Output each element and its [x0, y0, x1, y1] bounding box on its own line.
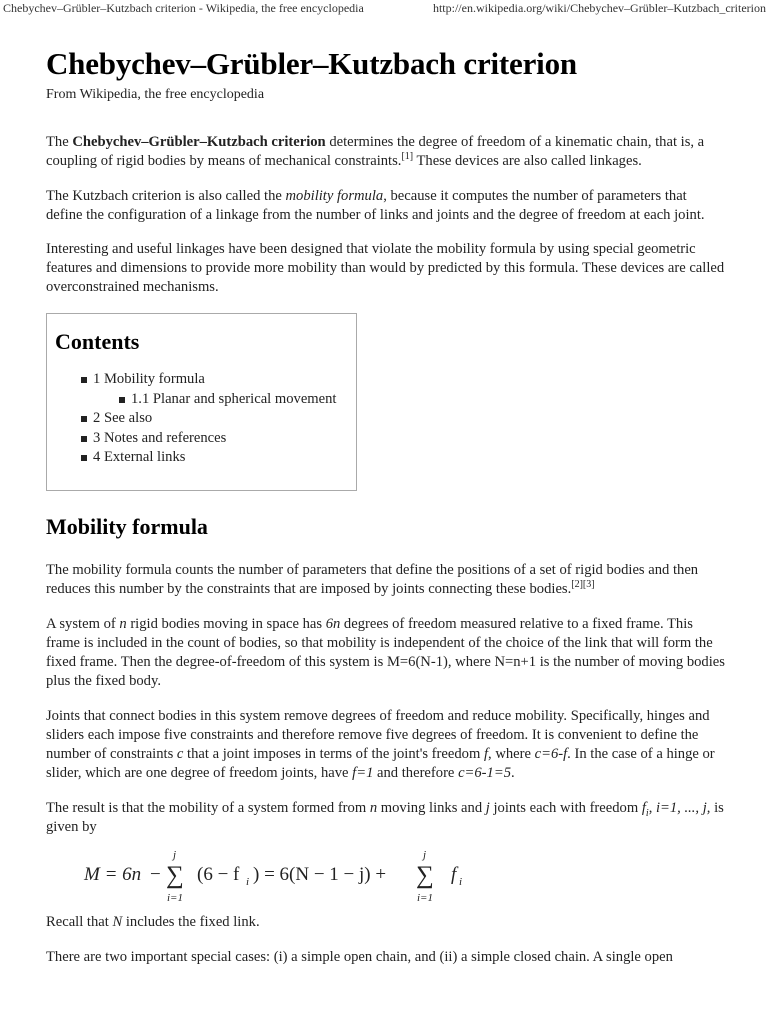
- sum2-lower: i=1: [417, 891, 433, 904]
- formula-minus: −: [150, 863, 161, 885]
- intro-paragraph-1: The Chebychev–Grübler–Kutzbach criterion determines the degree of freedom of a kinematic chain, that is, a coupling of rigid bodies by means of mechanical constraints.[1] These devices are also called linkages.: [46, 134, 705, 169]
- bold-term: Chebychev–Grübler–Kutzbach criterion: [72, 134, 326, 150]
- toc-item-external-links[interactable]: 4 External links: [55, 448, 356, 468]
- intro-paragraph-3: Interesting and useful linkages have been designed that violate the mobility formula by using special geometric features and dimensions to provide more mobility than would by predicted by this formula. These devices are called overconstrained mechanisms.: [46, 241, 725, 295]
- toc-title: Contents: [55, 329, 140, 354]
- mobility-paragraph-4: The result is that the mobility of a system formed from n moving links and j joints each with freedom $f_i$, i=1, ..., j, is given by: [46, 799, 724, 835]
- toc-item-see-also[interactable]: 2 See also: [55, 409, 356, 429]
- sum2-upper: j: [423, 848, 427, 861]
- toc-item-mobility-formula[interactable]: 1 Mobility formula: [55, 370, 356, 390]
- sum1-upper: j: [173, 848, 177, 861]
- term1-subscript: i: [246, 875, 250, 888]
- page-title: Chebychev–Grübler–Kutzbach criterion: [46, 46, 577, 81]
- formula-lhs: M = 6n: [84, 863, 142, 885]
- bullet-icon: [81, 377, 87, 383]
- mobility-formula-equation: [46, 846, 726, 906]
- formula-svg: [80, 846, 500, 906]
- reference-link-1[interactable]: [1]: [401, 151, 414, 162]
- reference-link-2-3[interactable]: [2][3]: [571, 578, 595, 590]
- page-subtitle: From Wikipedia, the free encyclopedia: [46, 87, 265, 102]
- browser-header: [0, 0, 768, 22]
- section-heading-mobility-formula: Mobility formula: [46, 513, 208, 539]
- formula-term1-close: ) = 6(N − 1 − j) +: [253, 863, 387, 885]
- browser-url[interactable]: http://en.wikipedia.org/wiki/Chebychev–Grübler–Kutzbach_criterion: [432, 1, 766, 15]
- browser-page-title: Chebychev–Grübler–Kutzbach criterion - Wikipedia, the free encyclopedia: [3, 1, 364, 15]
- article-content: [46, 44, 726, 967]
- table-of-contents: [46, 313, 357, 491]
- bullet-icon: [81, 455, 87, 461]
- bullet-icon: [119, 397, 125, 403]
- toc-list: [55, 370, 356, 468]
- bullet-icon: [81, 436, 87, 442]
- formula-term1: (6 − f: [197, 863, 240, 885]
- sigma-1: ∑: [166, 861, 184, 889]
- fi-subscript: i: [459, 875, 463, 888]
- mobility-paragraph-1: The mobility formula counts the number of parameters that define the positions of a set of rigid bodies and then reduces this number by the constraints that are imposed by joints connecting these bodies.[2][3]: [46, 561, 699, 597]
- toc-item-planar-spherical[interactable]: 1.1 Planar and spherical movement: [55, 390, 356, 410]
- sigma-2: ∑: [416, 861, 434, 889]
- toc-item-notes-references[interactable]: 3 Notes and references: [55, 429, 356, 449]
- mobility-paragraph-2: A system of n rigid bodies moving in space has 6n degrees of freedom measured relative to a fixed frame. This frame is included in the count of bodies, so that mobility is independent of the choice of the link that will form the fixed frame. Then the degree-of-freedom of this system is M=6(N-1), where N=n+1 is the number of moving bodies plus the fixed body.: [46, 615, 725, 689]
- mobility-paragraph-3: Joints that connect bodies in this system remove degrees of freedom and reduce mobility. Specifically, hinges and sliders each impose five constraints and therefore remove five degrees of freedom. It is convenient to define the number of constraints c that a joint imposes in terms of the joint's freedom f, where c=6-f. In the case of a hinge or slider, which are one degree of freedom joints, have f=1 and therefore c=6-1=5.: [46, 707, 715, 781]
- intro-paragraph-2: The Kutzbach criterion is also called the mobility formula, because it computes the number of parameters that define the configuration of a linkage from the number of links and joints and the degree of freedom at each joint.: [46, 188, 705, 223]
- mobility-paragraph-6: There are two important special cases: (i) a simple open chain, and (ii) a simple closed chain. A single open: [46, 948, 673, 965]
- mobility-paragraph-5: Recall that N includes the fixed link.: [46, 913, 260, 930]
- bullet-icon: [81, 416, 87, 422]
- sum1-lower: i=1: [167, 891, 183, 904]
- formula-fi: f: [451, 863, 457, 885]
